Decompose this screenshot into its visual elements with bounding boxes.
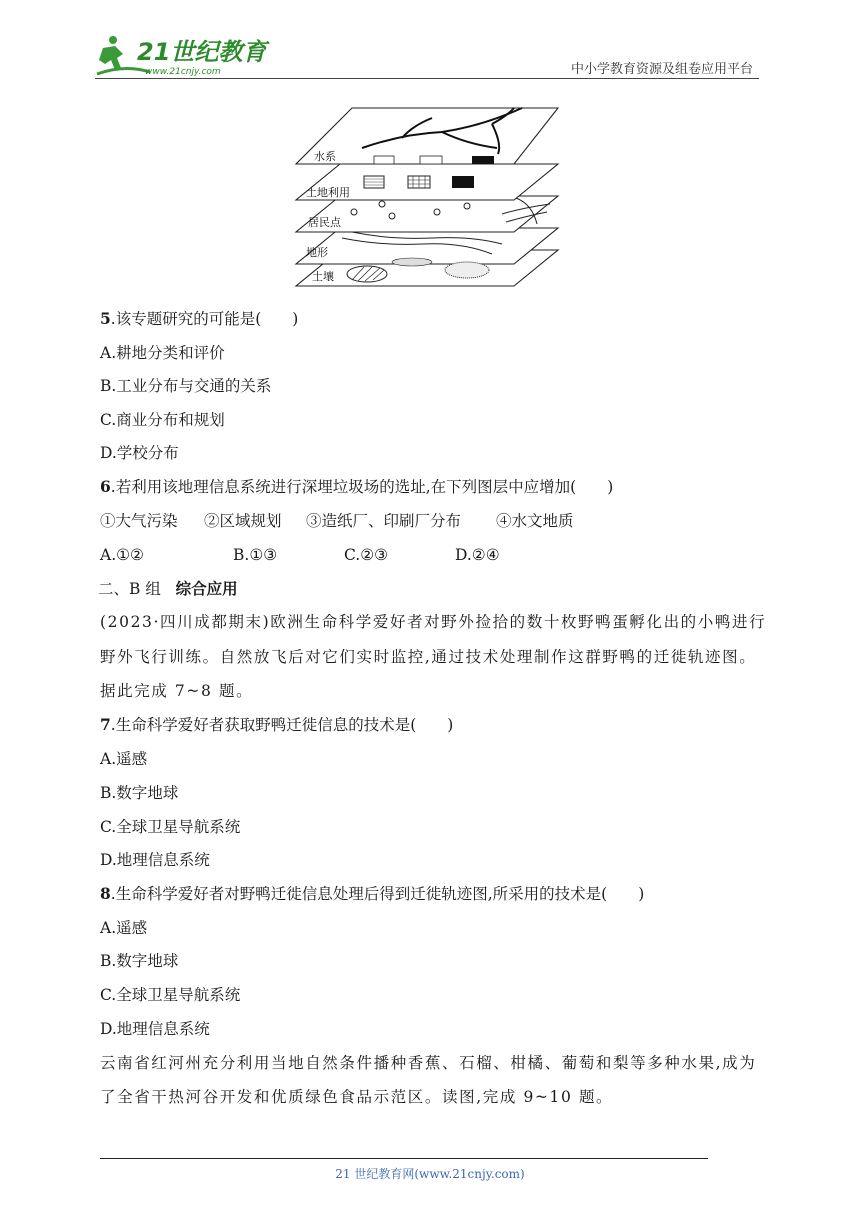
passage1-line-2: 野外飞行训练。自然放飞后对它们实时监控,通过技术处理制作这群野鸭的迁徙轨迹图。 bbox=[100, 648, 757, 666]
layer-label-water: 水系 bbox=[314, 150, 336, 163]
q7-option-a: A.遥感 bbox=[100, 750, 148, 768]
gis-layers-figure bbox=[292, 104, 562, 290]
passage1-line-1: (2023·四川成都期末)欧洲生命科学爱好者对野外捡拾的数十枚野鸭蛋孵化出的小鸭进行 bbox=[100, 613, 767, 631]
layer-label-settlement: 居民点 bbox=[308, 216, 341, 229]
header-divider bbox=[95, 78, 759, 79]
q6-item-3: ③造纸厂、印刷厂分布 bbox=[306, 512, 462, 530]
q6-option-b: B.①③ bbox=[233, 546, 278, 564]
q6-item-4: ④水文地质 bbox=[496, 512, 574, 530]
svg-text:www.21cnjy.com: www.21cnjy.com bbox=[145, 67, 221, 77]
q7-option-c: C.全球卫星导航系统 bbox=[100, 818, 241, 836]
question-5-stem: 5.该专题研究的可能是( ) bbox=[100, 309, 299, 328]
layer-terrain bbox=[296, 228, 558, 264]
footer-link[interactable]: 21 世纪教育网(www.21cnjy.com) bbox=[335, 1167, 525, 1181]
passage2-line-2: 了全省干热河谷开发和优质绿色食品示范区。读图,完成 9~10 题。 bbox=[100, 1088, 614, 1106]
q6-option-d: D.②④ bbox=[455, 546, 500, 564]
layer-label-landuse: 土地利用 bbox=[306, 186, 350, 199]
q6-items bbox=[100, 510, 574, 532]
q6-option-c: C.②③ bbox=[344, 546, 389, 564]
q6-item-2: ②区域规划 bbox=[204, 512, 282, 530]
q8-option-b: B.数字地球 bbox=[100, 952, 179, 970]
question-7-stem: 7.生命科学爱好者获取野鸭迁徙信息的技术是( ) bbox=[100, 715, 454, 734]
site-logo bbox=[95, 34, 270, 78]
q6-option-a: A.①② bbox=[100, 546, 144, 564]
q5-option-b: B.工业分布与交通的关系 bbox=[100, 377, 272, 395]
q8-option-d: D.地理信息系统 bbox=[100, 1020, 210, 1038]
q8-option-c: C.全球卫星导航系统 bbox=[100, 986, 241, 1004]
q6-item-1: ①大气污染 bbox=[100, 512, 178, 530]
passage1-line-3: 据此完成 7~8 题。 bbox=[100, 682, 254, 700]
passage2-line-1: 云南省红河州充分利用当地自然条件播种香蕉、石榴、柑橘、葡萄和梨等多种水果,成为 bbox=[100, 1054, 757, 1072]
page-header bbox=[95, 34, 759, 80]
layer-label-terrain: 地形 bbox=[306, 246, 328, 259]
question-8-stem: 8.生命科学爱好者对野鸭迁徙信息处理后得到迁徙轨迹图,所采用的技术是( ) bbox=[100, 884, 645, 903]
question-6-stem: 6.若利用该地理信息系统进行深埋垃圾场的选址,在下列图层中应增加( ) bbox=[100, 477, 614, 496]
header-platform-text: 中小学教育资源及组卷应用平台 bbox=[570, 62, 753, 77]
q5-option-a: A.耕地分类和评价 bbox=[100, 344, 225, 362]
q8-option-a: A.遥感 bbox=[100, 919, 148, 937]
q7-option-b: B.数字地球 bbox=[100, 784, 179, 802]
q6-options bbox=[100, 544, 500, 566]
section-heading: 二、B 组 综合应用 bbox=[98, 579, 238, 598]
svg-text:21世纪教育: 21世纪教育 bbox=[137, 38, 267, 66]
q5-option-c: C.商业分布和规划 bbox=[100, 411, 225, 429]
footer-divider bbox=[100, 1158, 708, 1159]
layer-label-soil: 土壤 bbox=[312, 270, 334, 283]
q7-option-d: D.地理信息系统 bbox=[100, 851, 210, 869]
q5-option-d: D.学校分布 bbox=[100, 444, 179, 462]
